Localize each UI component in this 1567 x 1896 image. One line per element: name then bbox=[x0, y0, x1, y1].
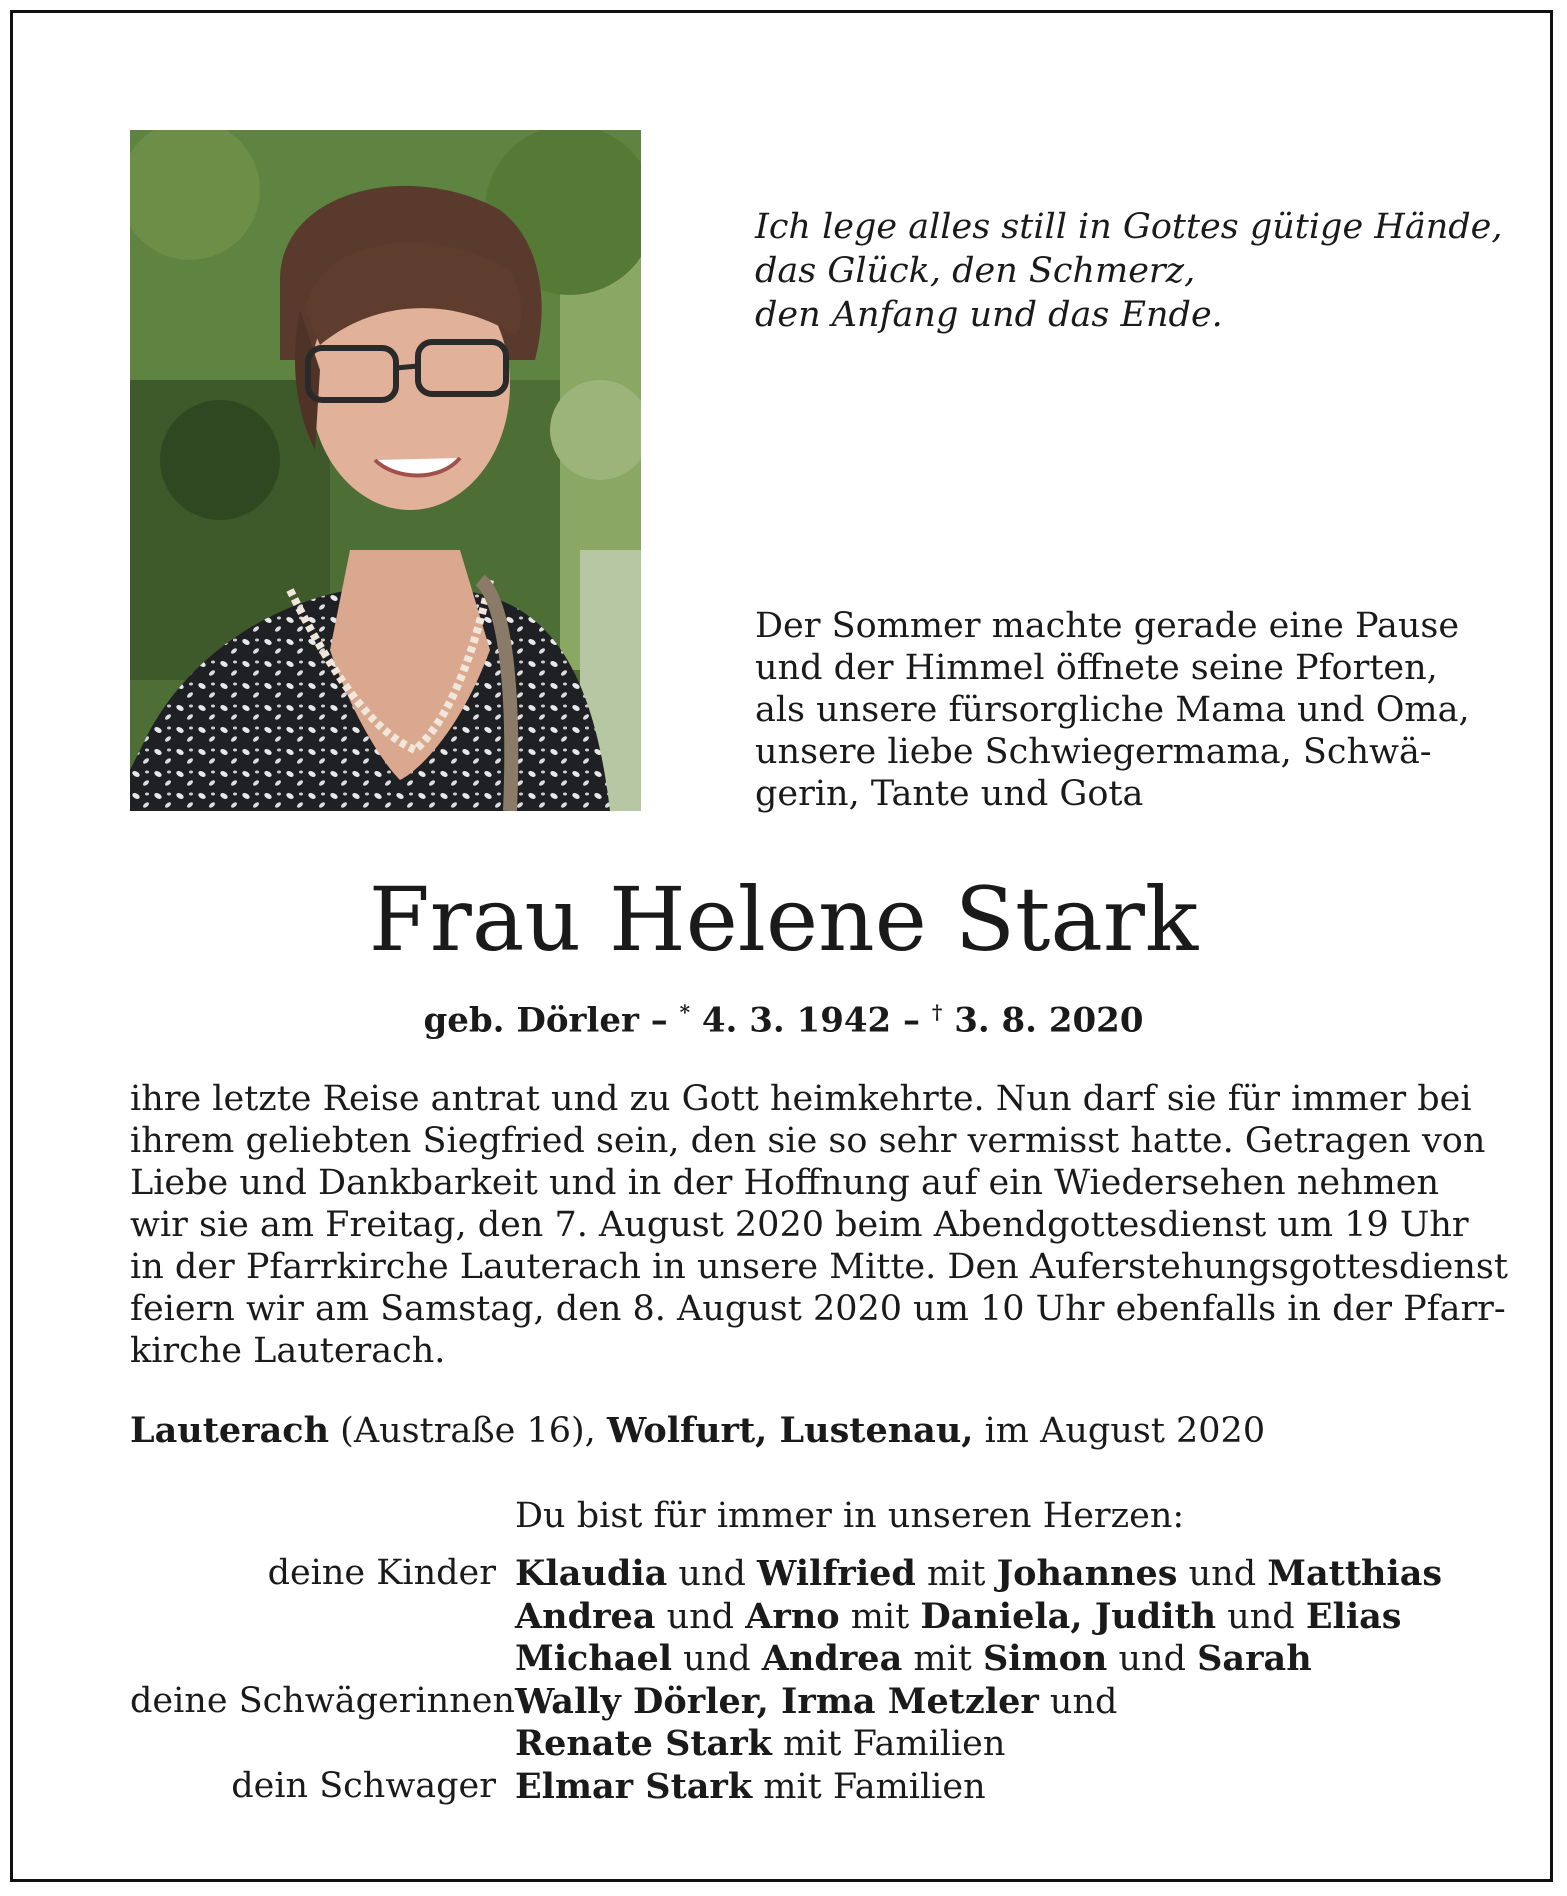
mourner-name: Wilfried bbox=[757, 1553, 916, 1594]
mourner-row bbox=[130, 1723, 1450, 1766]
main-text bbox=[130, 1078, 1508, 1372]
mourner-name: Daniela, Judith bbox=[920, 1595, 1217, 1637]
mourner-name: Sarah bbox=[1197, 1638, 1312, 1679]
mourner-row bbox=[130, 1553, 1450, 1596]
connector: mit Familien bbox=[752, 1766, 986, 1807]
quote-line: den Anfang und das Ende. bbox=[755, 295, 1223, 335]
mourner-name: Wally Dörler, Irma Metzler bbox=[515, 1680, 1039, 1722]
date: im August 2020 bbox=[973, 1411, 1266, 1451]
mourner-name: Elias bbox=[1305, 1595, 1402, 1637]
mourner-row bbox=[130, 1766, 1450, 1809]
connector: mit bbox=[839, 1596, 921, 1637]
mourners-list bbox=[130, 1553, 1450, 1808]
mourner-name: Matthias bbox=[1267, 1553, 1443, 1594]
birth-mark: * bbox=[679, 1000, 691, 1024]
date-separator: – bbox=[638, 1000, 680, 1041]
intro-line: Der Sommer machte gerade eine Pause bbox=[755, 606, 1460, 646]
deceased-name: Frau Helene Stark bbox=[368, 868, 1199, 971]
life-dates bbox=[0, 990, 1567, 1042]
bible-quote bbox=[755, 205, 1503, 337]
mourner-row bbox=[130, 1681, 1450, 1724]
mourner-names bbox=[515, 1553, 1442, 1596]
role-label: dein Schwager bbox=[231, 1765, 496, 1806]
connector: und bbox=[667, 1554, 758, 1594]
body-line: Liebe und Dankbarkeit und in der Hoffnung auf ein Wiedersehen nehmen bbox=[130, 1163, 1440, 1203]
role-label-empty bbox=[130, 1723, 515, 1766]
role-label: deine Schwägerinnen bbox=[130, 1680, 516, 1721]
connector: mit bbox=[915, 1554, 997, 1594]
role-label-empty bbox=[130, 1638, 515, 1681]
quote-line: Ich lege alles still in Gottes gütige Hände, bbox=[755, 207, 1503, 247]
death-mark: † bbox=[931, 1000, 943, 1024]
connector: und bbox=[1107, 1639, 1198, 1679]
mourner-names bbox=[515, 1638, 1312, 1681]
intro-line: unsere liebe Schwiegermama, Schwä- bbox=[755, 732, 1432, 772]
mourner-row bbox=[130, 1596, 1450, 1639]
connector: und bbox=[672, 1639, 762, 1679]
connector: und bbox=[1177, 1554, 1268, 1594]
mourner-name: Klaudia bbox=[515, 1553, 668, 1594]
mourner-names bbox=[515, 1681, 1117, 1724]
other-towns: Wolfurt, Lustenau, bbox=[606, 1410, 974, 1451]
body-line: ihrem geliebten Siegfried sein, den sie so sehr vermisst hatte. Getragen von bbox=[130, 1121, 1486, 1161]
body-line: ihre letzte Reise antrat und zu Gott heimkehrte. Nun darf sie für immer bei bbox=[130, 1079, 1472, 1119]
mourner-name: Johannes bbox=[996, 1553, 1178, 1594]
mourner-name: Simon bbox=[982, 1638, 1108, 1679]
town: Lauterach bbox=[130, 1410, 330, 1451]
intro-line: gerin, Tante und Gota bbox=[755, 774, 1144, 814]
mourner-names bbox=[515, 1766, 986, 1809]
role-label-empty bbox=[130, 1596, 515, 1639]
mourner-name: Andrea bbox=[515, 1595, 656, 1637]
body-line: wir sie am Freitag, den 7. August 2020 beim Abendgottesdienst um 19 Uhr bbox=[130, 1205, 1469, 1245]
mourner-names bbox=[515, 1596, 1402, 1639]
date-separator: – bbox=[891, 1000, 932, 1041]
mourner-name: Andrea bbox=[761, 1638, 903, 1679]
mourner-name: Michael bbox=[515, 1638, 673, 1679]
mourner-name: Elmar Stark bbox=[515, 1765, 753, 1807]
body-line: kirche Lauterach. bbox=[130, 1331, 446, 1371]
portrait-photo bbox=[130, 130, 641, 811]
connector: und bbox=[655, 1596, 746, 1637]
quote-line: das Glück, den Schmerz, bbox=[755, 251, 1196, 291]
place-and-date bbox=[130, 1410, 1265, 1452]
mourner-name: Renate Stark bbox=[515, 1723, 772, 1764]
death-date: 3. 8. 2020 bbox=[954, 1000, 1144, 1041]
intro-line: und der Himmel öffnete seine Pforten, bbox=[755, 648, 1438, 688]
connector: mit bbox=[902, 1639, 983, 1679]
body-line: in der Pfarrkirche Lauterach in unsere Mitte. Den Auferstehungsgottesdienst bbox=[130, 1247, 1508, 1287]
role-label: deine Kinder bbox=[267, 1553, 496, 1593]
address: (Austraße 16), bbox=[329, 1411, 607, 1451]
intro-line: als unsere fürsorgliche Mama und Oma, bbox=[755, 690, 1470, 730]
connector: und bbox=[1216, 1596, 1306, 1637]
mourner-name: Arno bbox=[745, 1595, 840, 1637]
connector: mit Familien bbox=[771, 1724, 1006, 1764]
mourners-intro: Du bist für immer in unseren Herzen: bbox=[515, 1496, 1185, 1536]
mourner-names bbox=[515, 1723, 1005, 1766]
birth-date: 4. 3. 1942 bbox=[701, 1000, 892, 1041]
body-line: feiern wir am Samstag, den 8. August 2020 um 10 Uhr ebenfalls in der Pfarr- bbox=[130, 1289, 1506, 1329]
connector: und bbox=[1038, 1681, 1118, 1722]
mourner-row bbox=[130, 1638, 1450, 1681]
birth-name: geb. Dörler bbox=[423, 1000, 639, 1041]
intro-text bbox=[755, 605, 1470, 815]
